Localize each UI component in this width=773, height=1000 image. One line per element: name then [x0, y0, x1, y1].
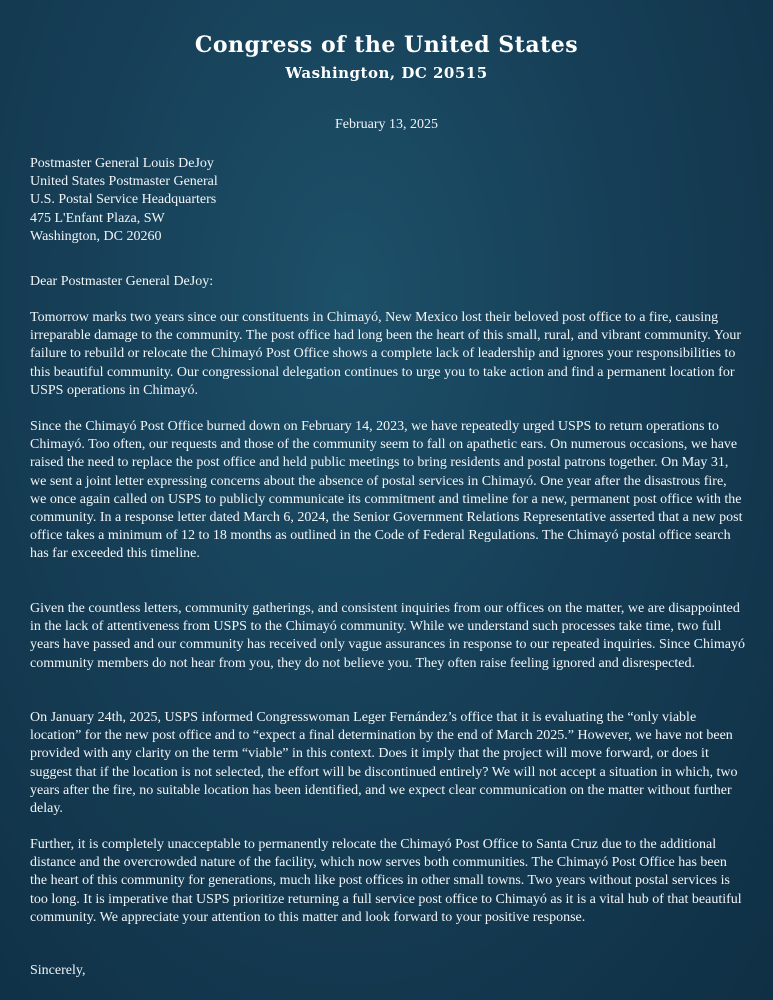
- recipient-line: U.S. Postal Service Headquarters: [30, 192, 217, 208]
- letter-date: February 13, 2025: [334, 117, 439, 132]
- letterhead-title: Congress of the United States: [194, 32, 579, 58]
- recipient-address: [30, 155, 745, 246]
- body-paragraph: Since the Chimayó Post Office burned down on February 14, 2023, we have repeatedly urged USPS to return operations to Chimayó. Too often, our requests and those of the community seem to fall on apathetic ears. On numerous occasions, we have raised the need to replace the post office and held public meetings to bring residents and postal patrons together. On May 31, we sent a joint letter expressing concerns about the absence of postal services in Chimayó. One year after the disastrous fire, we once again called on USPS to publicly communicate its commitment and timeline for a new, permanent post office with the community. In a response letter dated March 6, 2024, the Senior Government Relations Representative asserted that a new post office takes a minimum of 12 to 18 months as outlined in the Code of Federal Regulations. The Chimayó postal office search has far exceeded this timeline.: [30, 419, 743, 562]
- recipient-line: 475 L'Enfant Plaza, SW: [30, 210, 165, 226]
- recipient-line: United States Postmaster General: [30, 174, 218, 190]
- body-paragraph: Given the countless letters, community gatherings, and consistent inquiries from our offices on the matter, we are disappointed in the lack of attentiveness from USPS to the Chimayó community. While we understand such processes take time, two full years have passed and our community has received only vague assurances in response to our repeated inquiries. Since Chimayó community members do not hear from you, they do not believe you. They often raise feeling ignored and disrespected.: [30, 601, 745, 671]
- body-paragraph: Tomorrow marks two years since our constituents in Chimayó, New Mexico lost their beloved post office to a fire, causing irreparable damage to the community. The post office had long been the heart of this small, rural, and vibrant community. Your failure to rebuild or relocate the Chimayó Post Office shows a complete lack of leadership and ignores your responsibilities to this beautiful community. Our congressional delegation continues to urge you to take action and find a permanent location for USPS operations in Chimayó.: [30, 310, 742, 398]
- body-paragraph: On January 24th, 2025, USPS informed Congresswoman Leger Fernández’s office that it is evaluating the “only viable location” for the new post office and to “expect a final determination by the end of March 2025.” However, we have not been provided with any clarity on the term “viable” in this context. Does it imply that the project will move forward, or does it suggest that if the location is not selected, the effort will be discontinued entirely? We will not accept a situation in which, two years after the fire, no suitable location has been identified, and we expect clear communication on the matter without further delay.: [30, 710, 738, 817]
- body-paragraph: Further, it is completely unacceptable to permanently relocate the Chimayó Post Office to Santa Cruz due to the additional distance and the overcrowded nature of the facility, which now serves both communities. The Chimayó Post Office has been the heart of this community for generations, much like post offices in other small towns. Two years without postal services is too long. It is imperative that USPS prioritize returning a full service post office to Chimayó as it is a vital hub of that beautiful community. We appreciate your attention to this matter and look forward to your positive response.: [30, 837, 742, 925]
- recipient-line: Postmaster General Louis DeJoy: [30, 156, 214, 171]
- salutation: Dear Postmaster General DeJoy:: [30, 274, 214, 289]
- closing: Sincerely,: [30, 963, 86, 978]
- letterhead-subtitle: Washington, DC 20515: [285, 64, 488, 82]
- recipient-line: Washington, DC 20260: [30, 228, 162, 244]
